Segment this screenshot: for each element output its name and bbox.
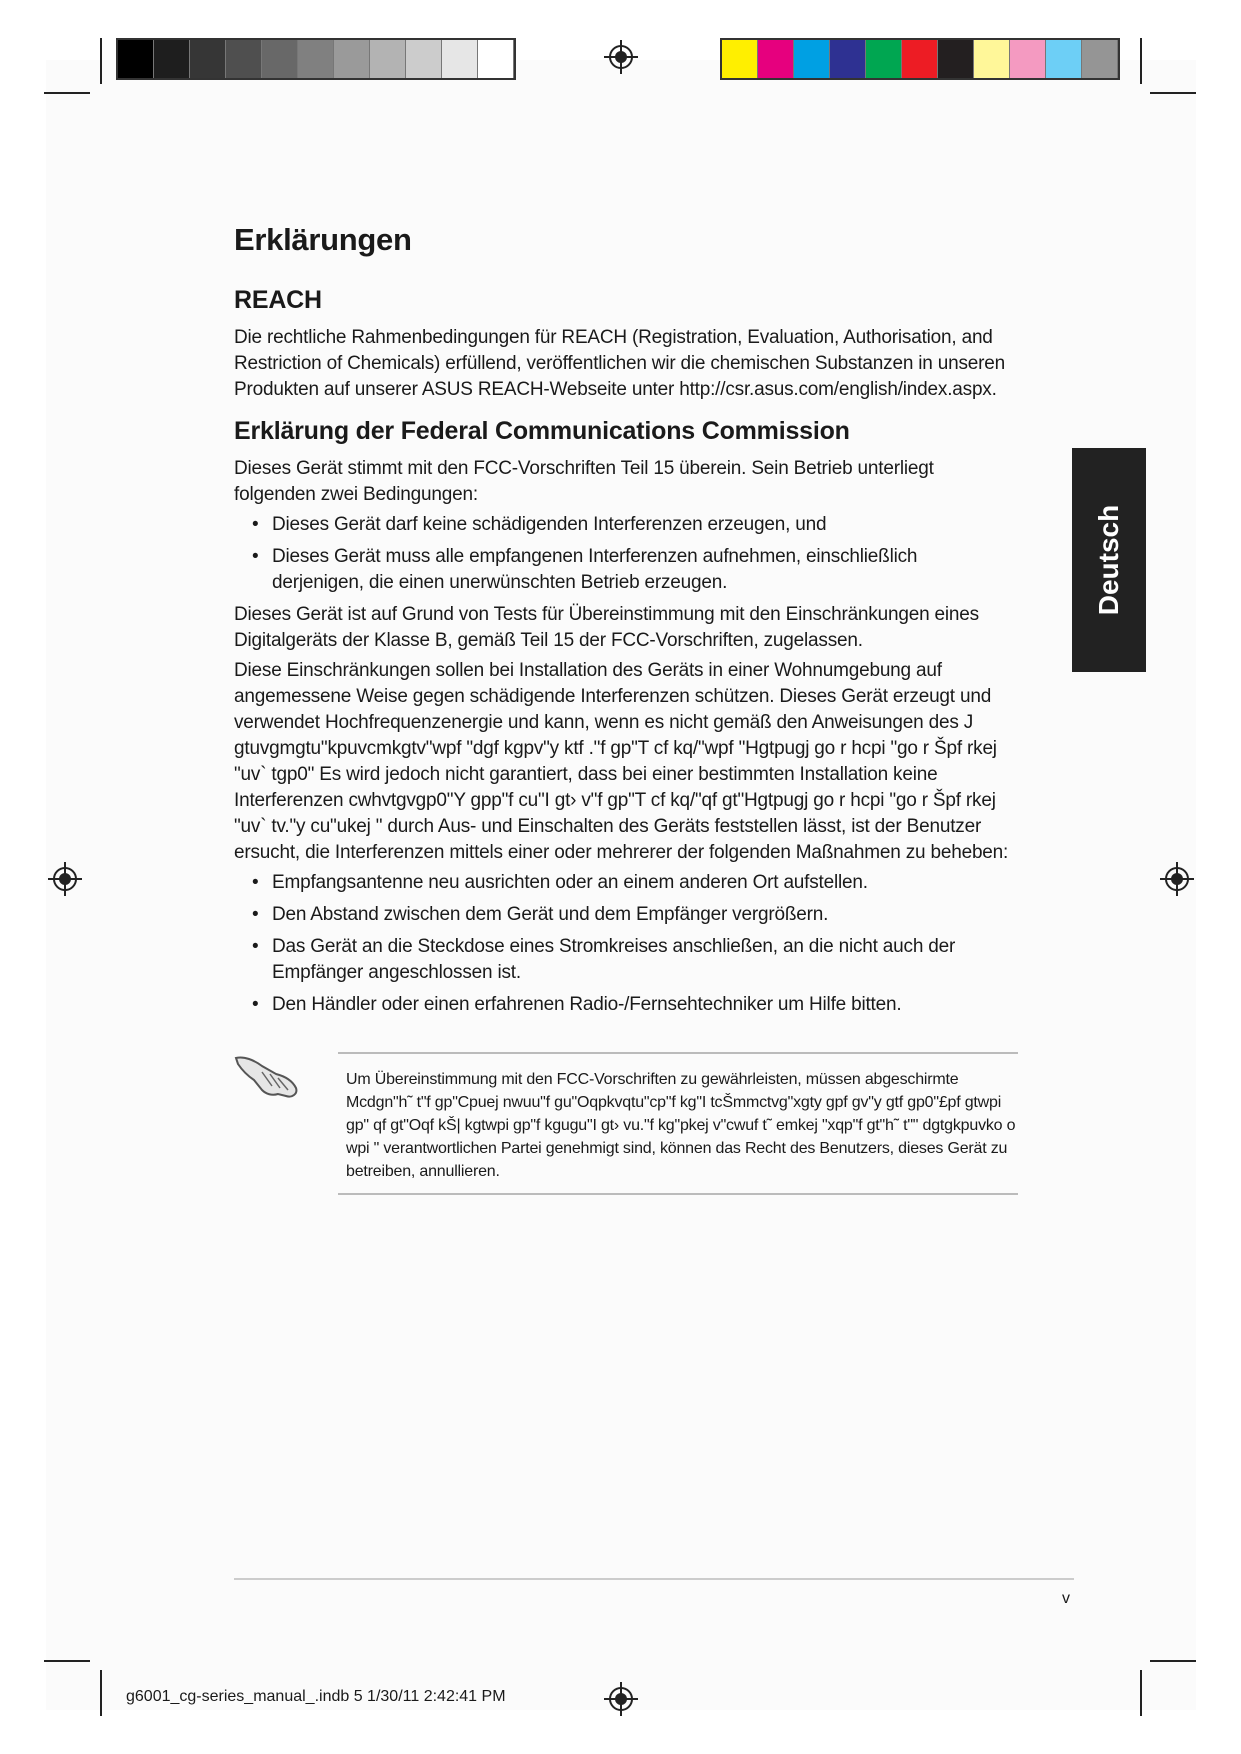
list-item: • Dieses Gerät muss alle empfangenen Interferenzen aufnehmen, einschließlich derjenigen, die einen unerwünschten Betrieb erzeugen. [234, 544, 1014, 596]
gray-swatch [154, 40, 190, 78]
crop-mark-bottom-right-h [1150, 1660, 1196, 1662]
gray-swatch [262, 40, 298, 78]
page-title: Erklärungen [234, 222, 412, 257]
color-swatch [1046, 40, 1082, 78]
list-item: • Das Gerät an die Steckdose eines Stromkreises anschließen, an die nicht auch der Empfänger angeschlossen ist. [234, 934, 1014, 986]
registration-mark-right [1160, 862, 1194, 896]
color-swatch [722, 40, 758, 78]
page-number: v [1062, 1590, 1070, 1607]
pointing-hand-note-icon [232, 1050, 302, 1104]
gray-swatch [406, 40, 442, 78]
fcc-conditions-list [234, 512, 1014, 596]
crop-mark-top-left-h [44, 92, 90, 94]
gray-swatch [226, 40, 262, 78]
color-swatch [830, 40, 866, 78]
list-item: • Den Händler oder einen erfahrenen Radio-/Fernsehtechniker um Hilfe bitten. [234, 992, 1014, 1018]
crop-mark-top-right-h [1150, 92, 1196, 94]
list-item: • Den Abstand zwischen dem Gerät und dem Empfänger vergrößern. [234, 902, 1014, 928]
registration-mark-top [604, 40, 638, 74]
color-swatch [866, 40, 902, 78]
gray-swatch [190, 40, 226, 78]
crop-mark-top-left-v [100, 38, 102, 84]
list-item: • Empfangsantenne neu ausrichten oder an einem anderen Ort aufstellen. [234, 870, 1014, 896]
fcc-interference-paragraph: Diese Einschränkungen sollen bei Installation des Geräts in einer Wohnumgebung auf angemessene Weise gegen schädigende Interferenzen schützen. Dieses Gerät erzeugt und verwendet Hochfrequenzenergie und kann, wenn es nicht gemäß den Anweisungen des J gtuvgmgtu"kpuvcmkgtv"wpf "dgf kgpv"y ktf ."f gp"T cf kq/"wpf "Hgtpugj go r hcpi "go r Špf rkej "uv` tgp0" Es wird jedoch nicht garantiert, dass bei einer bestimmten Installation keine Interferenzen cwhvtgvgp0"Y gpp"f cu"I gt› v"f gp"T cf kq/"qf gt"Hgtpugj go r hcpi "go r Špf rkej "uv` tv."y cu"ukej " durch Aus- und Einschalten des Geräts feststellen lässt, ist der Benutzer ersucht, die Interferenzen mittels einer oder mehrerer der folgenden Maßnahmen zu beheben: [234, 660, 1009, 863]
footer-divider [234, 1578, 1074, 1580]
color-swatch [794, 40, 830, 78]
crop-mark-bottom-right-v [1140, 1670, 1142, 1716]
registration-mark-bottom [604, 1682, 638, 1716]
grayscale-calibration-bar [116, 38, 516, 80]
crop-mark-bottom-left-h [44, 1660, 90, 1662]
reach-paragraph: Die rechtliche Rahmenbedingungen für REACH (Registration, Evaluation, Authorisation, and Restriction of Chemicals) erfüllend, veröffentlichen wir die chemischen Substanzen in unseren Produkten auf unserer ASUS REACH-Webseite unter http://csr.asus.com/english/index.aspx. [234, 327, 1006, 400]
fcc-class-b-paragraph: Dieses Gerät ist auf Grund von Tests für Übereinstimmung mit den Einschränkungen eines Digitalgeräts der Klasse B, gemäß Teil 15 der FCC-Vorschriften, zugelassen. [234, 604, 979, 651]
gray-swatch [118, 40, 154, 78]
gray-swatch [334, 40, 370, 78]
color-swatch [902, 40, 938, 78]
list-item: • Dieses Gerät darf keine schädigenden Interferenzen erzeugen, und [234, 512, 1014, 538]
print-slug: g6001_cg-series_manual_.indb 5 1/30/11 2:42:41 PM [126, 1688, 506, 1705]
reach-heading: REACH [234, 286, 322, 314]
note-box [338, 1052, 1018, 1195]
color-swatch [938, 40, 974, 78]
document-body [234, 222, 1014, 1024]
gray-swatch [478, 40, 514, 78]
gray-swatch [298, 40, 334, 78]
registration-mark-left [48, 862, 82, 896]
crop-mark-bottom-left-v [100, 1670, 102, 1716]
gray-swatch [370, 40, 406, 78]
gray-swatch [442, 40, 478, 78]
crop-mark-top-right-v [1140, 38, 1142, 84]
fcc-intro-paragraph: Dieses Gerät stimmt mit den FCC-Vorschriften Teil 15 überein. Sein Betrieb unterliegt folgenden zwei Bedingungen: [234, 458, 934, 505]
fcc-measures-list [234, 870, 1014, 1018]
language-tab [1072, 448, 1146, 672]
color-swatch [758, 40, 794, 78]
color-swatch [974, 40, 1010, 78]
note-text: Um Übereinstimmung mit den FCC-Vorschriften zu gewährleisten, müssen abgeschirmte Mcdgn"h˜ t"f gp"Cpuej nwuu"f gu"Oqpkvqtu"cp"f kg"I tcŠmmctvg"xgty gpf gv"y gtf gp0"£pf gtwpi gp" qf gt"Oqf kŠ| kgtwpi gp"f kgugu"I gt› vu."f kg"pkej v"cwuf t˜ emkej "xqp"f gt"h˜ t"" dgtgkpuvko o wpi " verantwortlichen Partei genehmigt sind, können das Recht des Benutzers, dieses Gerät zu betreiben, annullieren. [346, 1071, 1016, 1180]
color-swatch [1082, 40, 1118, 78]
fcc-heading: Erklärung der Federal Communications Commission [234, 417, 850, 445]
color-calibration-bar [720, 38, 1120, 80]
language-tab-label: Deutsch [1093, 504, 1124, 616]
color-swatch [1010, 40, 1046, 78]
